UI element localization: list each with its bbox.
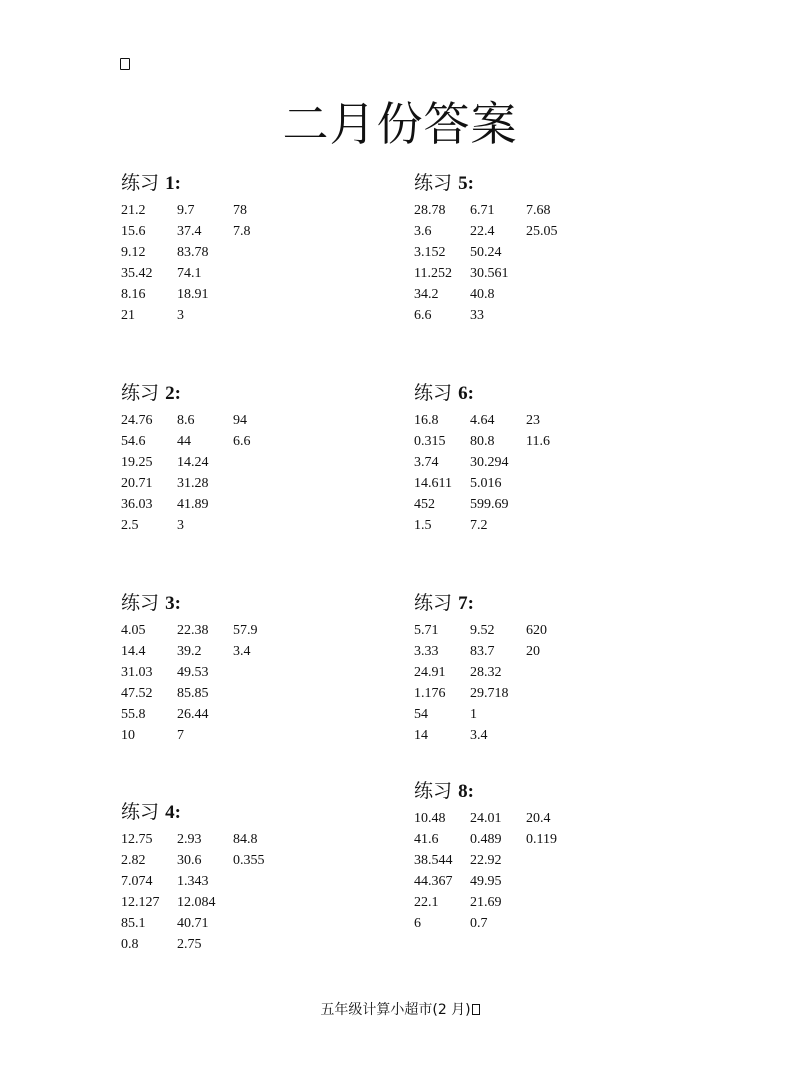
- answer-value: 2.75: [177, 937, 202, 952]
- answer-value: 0.315: [414, 434, 446, 449]
- answer-value: 41.6: [414, 832, 439, 847]
- answer-value: 0.119: [526, 832, 557, 847]
- answer-value: 15.6: [121, 224, 146, 239]
- exercise-number: 8:: [458, 781, 474, 802]
- answer-value: 36.03: [121, 497, 153, 512]
- answer-row: [414, 725, 674, 746]
- exercise-7: [414, 590, 674, 746]
- exercise-label: 练习: [414, 382, 453, 404]
- answer-value: 40.71: [177, 916, 209, 931]
- answer-value: 11.252: [414, 266, 452, 281]
- answer-value: 599.69: [470, 497, 509, 512]
- answer-value: 35.42: [121, 266, 153, 281]
- answer-row: [121, 850, 381, 871]
- answer-value: 0.7: [470, 916, 488, 931]
- answer-value: 620: [526, 623, 547, 638]
- answer-value: 8.16: [121, 287, 146, 302]
- exercise-6: [414, 380, 674, 536]
- answer-row: [121, 221, 381, 242]
- answer-row: [414, 221, 674, 242]
- answer-row: [414, 808, 674, 829]
- exercise-label: 练习: [121, 801, 160, 823]
- answer-value: 7: [177, 728, 184, 743]
- exercise-number: 2:: [165, 383, 181, 404]
- answer-value: 3.74: [414, 455, 439, 470]
- answer-value: 30.294: [470, 455, 509, 470]
- answer-value: 44: [177, 434, 191, 449]
- answer-value: 21.2: [121, 203, 146, 218]
- page-footer: [0, 1000, 800, 1020]
- answer-value: 14.4: [121, 644, 146, 659]
- answer-value: 26.44: [177, 707, 209, 722]
- answer-row: [121, 242, 381, 263]
- answer-row: [121, 704, 381, 725]
- exercise-1: [121, 170, 381, 326]
- answer-value: 14: [414, 728, 428, 743]
- answer-value: 74.1: [177, 266, 202, 281]
- answer-value: 6.6: [233, 434, 251, 449]
- answer-value: 19.25: [121, 455, 153, 470]
- answer-value: 20.71: [121, 476, 153, 491]
- answer-value: 7.68: [526, 203, 551, 218]
- answer-value: 31.03: [121, 665, 153, 680]
- answer-value: 1: [470, 707, 477, 722]
- answer-value: 12.084: [177, 895, 216, 910]
- answer-value: 29.718: [470, 686, 509, 701]
- answer-value: 6.71: [470, 203, 495, 218]
- answer-value: 83.78: [177, 245, 209, 260]
- answer-value: 31.28: [177, 476, 209, 491]
- answer-value: 5.71: [414, 623, 439, 638]
- answer-value: 8.6: [177, 413, 195, 428]
- answer-row: [414, 473, 674, 494]
- exercise-title: [121, 799, 381, 829]
- answer-row: [121, 473, 381, 494]
- answer-row: [414, 662, 674, 683]
- exercise-label: 练习: [414, 172, 453, 194]
- answer-row: [414, 452, 674, 473]
- answer-value: 7.074: [121, 874, 153, 889]
- exercise-label: 练习: [121, 592, 160, 614]
- answer-row: [121, 829, 381, 850]
- answer-value: 38.544: [414, 853, 453, 868]
- answer-value: 30.6: [177, 853, 202, 868]
- exercise-label: 练习: [121, 172, 160, 194]
- answer-row: [121, 913, 381, 934]
- exercise-number: 5:: [458, 173, 474, 194]
- answer-value: 33: [470, 308, 484, 323]
- exercise-label: 练习: [121, 382, 160, 404]
- answer-value: 57.9: [233, 623, 258, 638]
- answer-value: 2.5: [121, 518, 139, 533]
- answer-value: 55.8: [121, 707, 146, 722]
- exercise-8: [414, 778, 674, 934]
- exercise-title: [121, 170, 381, 200]
- exercise-title: [414, 590, 674, 620]
- exercise-4: [121, 799, 381, 955]
- answer-row: [121, 263, 381, 284]
- answer-value: 4.05: [121, 623, 146, 638]
- answer-value: 85.1: [121, 916, 146, 931]
- answer-value: 6.6: [414, 308, 432, 323]
- exercise-label: 练习: [414, 592, 453, 614]
- answer-value: 7.2: [470, 518, 488, 533]
- answer-row: [121, 892, 381, 913]
- answer-row: [121, 662, 381, 683]
- answer-row: [414, 200, 674, 221]
- answer-value: 22.38: [177, 623, 209, 638]
- answer-value: 94: [233, 413, 247, 428]
- answer-row: [121, 683, 381, 704]
- answer-value: 9.7: [177, 203, 195, 218]
- answer-row: [121, 431, 381, 452]
- answer-value: 3: [177, 518, 184, 533]
- answer-value: 1.343: [177, 874, 209, 889]
- exercise-label: 练习: [414, 780, 453, 802]
- answer-value: 28.32: [470, 665, 502, 680]
- answer-row: [414, 829, 674, 850]
- answer-value: 21: [121, 308, 135, 323]
- page-title: 二月份答案: [282, 97, 518, 151]
- exercise-3: [121, 590, 381, 746]
- answer-row: [414, 494, 674, 515]
- answer-value: 54: [414, 707, 428, 722]
- answer-row: [414, 515, 674, 536]
- answer-value: 11.6: [526, 434, 550, 449]
- answer-row: [121, 515, 381, 536]
- answer-row: [414, 683, 674, 704]
- exercise-title: [121, 380, 381, 410]
- answer-value: 83.7: [470, 644, 495, 659]
- answer-value: 3.6: [414, 224, 432, 239]
- answer-value: 1.5: [414, 518, 432, 533]
- answer-value: 6: [414, 916, 421, 931]
- answer-value: 37.4: [177, 224, 202, 239]
- answer-value: 10: [121, 728, 135, 743]
- answer-value: 39.2: [177, 644, 202, 659]
- answer-value: 84.8: [233, 832, 258, 847]
- exercise-number: 3:: [165, 593, 181, 614]
- answer-value: 3.4: [470, 728, 488, 743]
- answer-value: 2.93: [177, 832, 202, 847]
- answer-row: [121, 620, 381, 641]
- answer-value: 24.01: [470, 811, 502, 826]
- answer-row: [121, 410, 381, 431]
- answer-value: 4.64: [470, 413, 495, 428]
- answer-value: 49.95: [470, 874, 502, 889]
- answer-row: [121, 284, 381, 305]
- answer-value: 16.8: [414, 413, 439, 428]
- footer-marker-box: [472, 1004, 480, 1015]
- answer-value: 22.92: [470, 853, 502, 868]
- answer-value: 78: [233, 203, 247, 218]
- answer-value: 3.152: [414, 245, 446, 260]
- answer-value: 5.016: [470, 476, 502, 491]
- answer-row: [414, 892, 674, 913]
- answer-value: 3.4: [233, 644, 251, 659]
- answer-value: 0.8: [121, 937, 139, 952]
- answer-row: [121, 200, 381, 221]
- answer-row: [414, 704, 674, 725]
- answer-row: [414, 263, 674, 284]
- answer-value: 50.24: [470, 245, 502, 260]
- answer-value: 3.33: [414, 644, 439, 659]
- answer-value: 14.24: [177, 455, 209, 470]
- answer-value: 9.52: [470, 623, 495, 638]
- answer-value: 25.05: [526, 224, 558, 239]
- answer-value: 54.6: [121, 434, 146, 449]
- answer-value: 49.53: [177, 665, 209, 680]
- answer-row: [121, 494, 381, 515]
- answer-value: 80.8: [470, 434, 495, 449]
- answer-value: 24.91: [414, 665, 446, 680]
- answer-row: [121, 725, 381, 746]
- answer-value: 20.4: [526, 811, 551, 826]
- answer-row: [414, 913, 674, 934]
- answer-value: 23: [526, 413, 540, 428]
- answer-value: 28.78: [414, 203, 446, 218]
- answer-value: 0.355: [233, 853, 265, 868]
- answer-value: 34.2: [414, 287, 439, 302]
- answer-row: [414, 850, 674, 871]
- answer-value: 14.611: [414, 476, 452, 491]
- answer-value: 1.176: [414, 686, 446, 701]
- answer-row: [414, 242, 674, 263]
- answer-value: 21.69: [470, 895, 502, 910]
- answer-value: 10.48: [414, 811, 446, 826]
- answer-row: [121, 452, 381, 473]
- answer-value: 18.91: [177, 287, 209, 302]
- answer-row: [414, 641, 674, 662]
- answer-row: [121, 305, 381, 326]
- answer-row: [121, 871, 381, 892]
- answer-row: [414, 305, 674, 326]
- answer-value: 44.367: [414, 874, 453, 889]
- exercise-title: [414, 778, 674, 808]
- exercise-number: 1:: [165, 173, 181, 194]
- answer-row: [121, 934, 381, 955]
- answer-value: 22.4: [470, 224, 495, 239]
- answer-value: 22.1: [414, 895, 439, 910]
- answer-row: [414, 620, 674, 641]
- answer-value: 30.561: [470, 266, 509, 281]
- answer-row: [414, 284, 674, 305]
- answer-value: 47.52: [121, 686, 153, 701]
- answer-value: 24.76: [121, 413, 153, 428]
- answer-value: 3: [177, 308, 184, 323]
- exercise-2: [121, 380, 381, 536]
- page-marker-box: [120, 58, 130, 70]
- exercise-5: [414, 170, 674, 326]
- exercise-number: 6:: [458, 383, 474, 404]
- answer-value: 452: [414, 497, 435, 512]
- exercise-number: 4:: [165, 802, 181, 823]
- answer-value: 20: [526, 644, 540, 659]
- answer-value: 41.89: [177, 497, 209, 512]
- answer-value: 2.82: [121, 853, 146, 868]
- answer-row: [414, 431, 674, 452]
- answer-value: 12.127: [121, 895, 160, 910]
- answer-row: [414, 871, 674, 892]
- answer-value: 85.85: [177, 686, 209, 701]
- answer-value: 9.12: [121, 245, 146, 260]
- answer-value: 0.489: [470, 832, 502, 847]
- answer-row: [414, 410, 674, 431]
- answer-row: [121, 641, 381, 662]
- exercise-title: [414, 170, 674, 200]
- exercise-title: [121, 590, 381, 620]
- answer-value: 12.75: [121, 832, 153, 847]
- answer-value: 40.8: [470, 287, 495, 302]
- answer-value: 7.8: [233, 224, 251, 239]
- exercise-title: [414, 380, 674, 410]
- exercise-number: 7:: [458, 593, 474, 614]
- footer-text: 五年级计算小超市(2 月): [320, 1002, 471, 1018]
